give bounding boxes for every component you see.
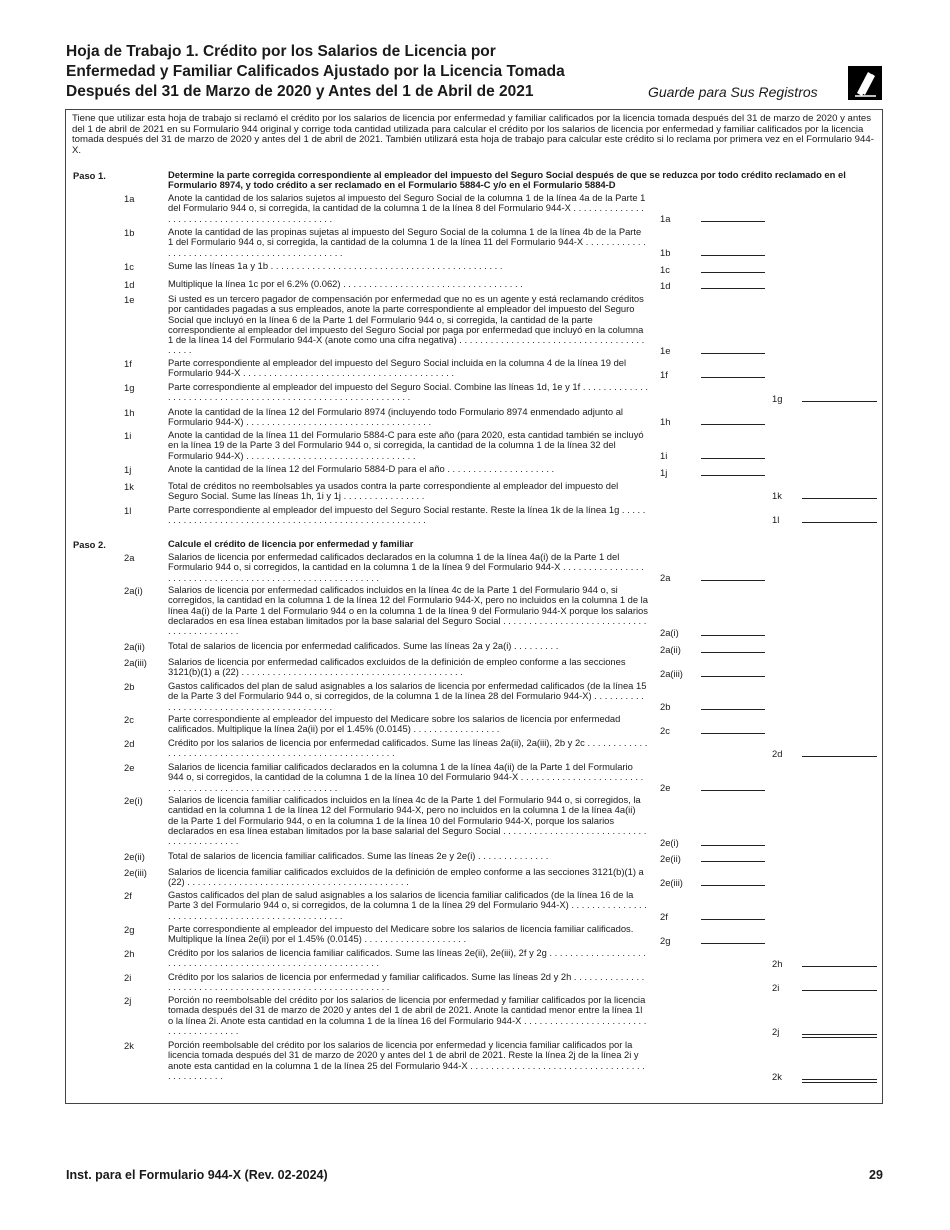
amount-field-2f[interactable] bbox=[701, 919, 765, 920]
line-text-1h: Anote la cantidad de la línea 12 del Formulario 8974 (incluyendo todo Formulario 8974 enmendado adjunto al Formulario 944-X) . . . . . . . . . . . . . . . . . . . . . . . . . . . . . . . . . . . . bbox=[168, 406, 623, 428]
amount-field-2ai[interactable] bbox=[701, 635, 765, 636]
step2-label: Paso 2. bbox=[73, 539, 106, 550]
line-number-1l: 1l bbox=[124, 505, 132, 516]
line-number-2aii: 2a(ii) bbox=[124, 641, 145, 652]
step1-heading: Determine la parte corregida correspondiente al empleador del impuesto del Seguro Social después de que se reduzca por todo crédito reclamado en el Formulario 8974, y todo crédito a ser reclamado en el Formulario 5884-C y/o en el Formulario 5884-D bbox=[168, 169, 846, 191]
line-number-2ei: 2e(i) bbox=[124, 795, 143, 806]
amount-field-2eiii[interactable] bbox=[701, 885, 765, 886]
line-number-1c: 1c bbox=[124, 261, 134, 272]
amount-field-2h[interactable] bbox=[802, 966, 877, 967]
line-number-2aiii: 2a(iii) bbox=[124, 657, 147, 668]
line-text-1f: Parte correspondiente al empleador del impuesto del Seguro Social incluida en la columna 4 de la línea 19 del Formulario 944-X . . . . . . . . . . . . . . . . . . . . . . . . . . . . . . . . . . . . . . . . . bbox=[168, 357, 627, 379]
line-ref-1l: 1l bbox=[772, 514, 780, 525]
line-ref-1e: 1e bbox=[660, 345, 671, 356]
line-number-1d: 1d bbox=[124, 279, 135, 290]
line-number-2c: 2c bbox=[124, 714, 134, 725]
amount-field-2aii[interactable] bbox=[701, 652, 765, 653]
line-ref-1a: 1a bbox=[660, 213, 671, 224]
keep-records-note: Guarde para Sus Registros bbox=[648, 84, 818, 100]
line-text-2d: Crédito por los salarios de licencia por enfermedad calificados. Sume las líneas 2a(ii), 2a(iii), 2b y 2c . . . . . . . . . . . . . . . . . . . . . . . . . . . . . . . . . . . . . . . . . . . . . . . . . . . . . . . . bbox=[168, 737, 648, 759]
line-number-1h: 1h bbox=[124, 407, 135, 418]
amount-field-2eii[interactable] bbox=[701, 861, 765, 862]
amount-field-2g[interactable] bbox=[701, 943, 765, 944]
line-text-1e: Si usted es un tercero pagador de compensación por enfermedad que no es un agente y está reclamando créditos por cantidades pagadas a sus empleados, anote la parte correspondiente al empleador del impuesto del Seguro Social que incluyó en la línea 6 de la Parte 1 del Formulario 944 o, si corregida, la cantidad de la parte correspondiente al empleador del impuesto del Seguro Social por paga por enfermedad que incluyó en la columna 1 de la línea 14 del Formulario 944-X (anote como una cifra negativa) . . . . . . . . . . . . . . . . . . . . . . . . . . . . . . . . . . . . . . . . . bbox=[168, 293, 645, 356]
line-text-1k: Total de créditos no reembolsables ya usados contra la parte correspondiente al empleador del impuesto del Seguro Social. Sume las líneas 1h, 1i y 1j . . . . . . . . . . . . . . . . bbox=[168, 480, 619, 502]
line-number-1j: 1j bbox=[124, 464, 132, 475]
amount-field-2b[interactable] bbox=[701, 709, 765, 710]
page-number: 29 bbox=[869, 1168, 883, 1182]
amount-field-2ei[interactable] bbox=[701, 845, 765, 846]
line-ref-1d: 1d bbox=[660, 280, 671, 291]
amount-field-1d[interactable] bbox=[701, 288, 765, 289]
line-number-1e: 1e bbox=[124, 294, 135, 305]
title-line-1: Hoja de Trabajo 1. Crédito por los Salarios de Licencia por bbox=[66, 43, 496, 60]
line-number-2h: 2h bbox=[124, 948, 135, 959]
line-ref-1f: 1f bbox=[660, 369, 668, 380]
amount-field-1l[interactable] bbox=[802, 522, 877, 523]
amount-field-2j[interactable] bbox=[802, 1034, 877, 1038]
line-ref-2j: 2j bbox=[772, 1026, 780, 1037]
line-number-1g: 1g bbox=[124, 382, 135, 393]
amount-field-2a[interactable] bbox=[701, 580, 765, 581]
line-text-2eiii: Salarios de licencia familiar calificados excluidos de la definición de empleo conforme a las secciones 3121(b)(1) a (22) . . . . . . . . . . . . . . . . . . . . . . . . . . . . . . . . . . . . . . . . . . . bbox=[168, 866, 644, 888]
line-text-2e: Salarios de licencia familiar calificados declarados en la columna 1 de la línea 4a(ii) de la Parte 1 del Formulario 944 o, si corregidos, la cantidad de la columna 1 de la línea 10 del Formulario 944-X . . . . . . . . . . . . . . . . . . . . . . . . . . . . . . . . . . . . . . . . . . . . . . . . . . . . . . . . . bbox=[168, 761, 644, 793]
line-ref-1k: 1k bbox=[772, 490, 782, 501]
line-text-1b: Anote la cantidad de las propinas sujetas al impuesto del Seguro Social de la columna 1 de la línea 4b de la Parte 1 del Formulario 944 o, si corregida, la cantidad de la columna 1 de la línea 11 del Formulario 944-X . . . . . . . . . . . . . . . . . . . . . . . . . . . . . . . . . . . . . . . . . . . . . . bbox=[168, 226, 646, 258]
amount-field-1h[interactable] bbox=[701, 424, 765, 425]
line-ref-2a: 2a bbox=[660, 572, 671, 583]
line-ref-2k: 2k bbox=[772, 1071, 782, 1082]
line-ref-2ei: 2e(i) bbox=[660, 837, 679, 848]
line-text-2f: Gastos calificados del plan de salud asignables a los salarios de licencia familiar calificados (de la línea 16 de la Parte 3 del Formulario 944 o, si corregidos, de la columna 1 de la línea 29 del Formulario 944-X) . . . . . . . . . . . . . . . . . . . . . . . . . . . . . . . . . . . . . . . . . . . . . . . . . bbox=[168, 889, 647, 921]
line-text-1i: Anote la cantidad de la línea 11 del Formulario 5884-C para este año (para 2020, esta cantidad también se incluyó en la línea 19 de la Parte 3 del Formulario 944 o, si corregida, la cantidad de la columna 1 de la línea 32 del Formulario 944-X) . . . . . . . . . . . . . . . . . . . . . . . . . . . . . . . . . bbox=[168, 429, 644, 461]
line-number-1f: 1f bbox=[124, 358, 132, 369]
line-text-2i: Crédito por los salarios de licencia por enfermedad y familiar calificados. Sume las líneas 2d y 2h . . . . . . . . . . . . . . . . . . . . . . . . . . . . . . . . . . . . . . . . . . . . . . . . . . . . . . . . . bbox=[168, 971, 645, 993]
line-text-2aiii: Salarios de licencia por enfermedad calificados excluidos de la definición de empleo conforme a las secciones 3121(b)(1) a (22) . . . . . . . . . . . . . . . . . . . . . . . . . . . . . . . . . . . . . . . . . . . bbox=[168, 656, 626, 678]
amount-field-2aiii[interactable] bbox=[701, 676, 765, 677]
amount-field-1j[interactable] bbox=[701, 475, 765, 476]
amount-field-1a[interactable] bbox=[701, 221, 765, 222]
intro-paragraph: Tiene que utilizar esta hoja de trabajo si reclamó el crédito por los salarios de licencia por enfermedad y familiar calificados por la licencia tomada después del 31 de marzo de 2020 y antes del 1 de abril de 2021 en su Formulario 944 original y corrige toda cantidad utilizada para calcular el crédito por los salarios de licencia por enfermedad y familiar calificados por la licencia tomada después del 31 de marzo de 2020 y antes del 1 de abril de 2021. También utilizará esta hoja de trabajo para calcular este crédito si lo reclama por primera vez en el Formulario 944-X. bbox=[72, 113, 874, 156]
amount-field-2i[interactable] bbox=[802, 990, 877, 991]
pen-document-icon bbox=[848, 66, 882, 100]
line-text-2ei: Salarios de licencia familiar calificados incluidos en la línea 4c de la Parte 1 del Formulario 944 o, si corregidos, la cantidad en la columna 1 de la línea 12 del Formulario 944-X, pero no incluidos en la columna 1 de la línea 4a(ii) de la Parte 1 del Formulario 944, o en la columna 1 de la línea 10 del Formulario 944-X, porque los salarios declarados en esa línea estaban limitados por la base salarial del Seguro Social . . . . . . . . . . . . . . . . . . . . . . . . . . . . . . . . . . . . . . . . . . bbox=[168, 794, 647, 847]
line-ref-1c: 1c bbox=[660, 264, 670, 275]
line-number-1i: 1i bbox=[124, 430, 132, 441]
line-text-2a: Salarios de licencia por enfermedad calificados declarados en la columna 1 de la línea 4a(i) de la Parte 1 del Formulario 944 o, si corregidos, la cantidad en la columna 1 de la línea 9 del Formulario 944-X . . . . . . . . . . . . . . . . . . . . . . . . . . . . . . . . . . . . . . . . . . . . . . . . . . . . . . . . . bbox=[168, 551, 644, 583]
line-text-1c: Sume las líneas 1a y 1b . . . . . . . . . . . . . . . . . . . . . . . . . . . . . . . . . . . . . . . . . . . . . bbox=[168, 260, 503, 271]
line-ref-1j: 1j bbox=[660, 467, 668, 478]
line-ref-2i: 2i bbox=[772, 982, 780, 993]
line-text-2h: Crédito por los salarios de licencia familiar calificados. Sume las líneas 2e(ii), 2e(iii), 2f y 2g . . . . . . . . . . . . . . . . . . . . . . . . . . . . . . . . . . . . . . . . . . . . . . . . . . . . . . . . . . . . bbox=[168, 947, 646, 969]
amount-field-2e[interactable] bbox=[701, 790, 765, 791]
line-ref-2aiii: 2a(iii) bbox=[660, 668, 683, 679]
step1-label: Paso 1. bbox=[73, 170, 106, 181]
amount-field-1i[interactable] bbox=[701, 458, 765, 459]
amount-field-1k[interactable] bbox=[802, 498, 877, 499]
amount-field-1b[interactable] bbox=[701, 255, 765, 256]
line-number-2g: 2g bbox=[124, 924, 135, 935]
line-number-2ai: 2a(i) bbox=[124, 585, 143, 596]
amount-field-1g[interactable] bbox=[802, 401, 877, 402]
line-ref-1g: 1g bbox=[772, 393, 783, 404]
line-number-2eii: 2e(ii) bbox=[124, 851, 145, 862]
line-text-2b: Gastos calificados del plan de salud asignables a los salarios de licencia por enfermedad calificados (de la línea 15 de la Parte 3 del Formulario 944 o, si corregidos, de la columna 1 de la línea 28 del Formulario 944-X) . . . . . . . . . . . . . . . . . . . . . . . . . . . . . . . . . . . . . . . . . . bbox=[168, 680, 647, 712]
line-number-2k: 2k bbox=[124, 1040, 134, 1051]
line-number-2a: 2a bbox=[124, 552, 135, 563]
line-number-2f: 2f bbox=[124, 890, 132, 901]
line-number-1a: 1a bbox=[124, 193, 135, 204]
line-number-1k: 1k bbox=[124, 481, 134, 492]
line-ref-2f: 2f bbox=[660, 911, 668, 922]
line-text-1g: Parte correspondiente al empleador del impuesto del Seguro Social. Combine las líneas 1d, 1e y 1f . . . . . . . . . . . . . . . . . . . . . . . . . . . . . . . . . . . . . . . . . . . . . . . . . . . . . . . . . . . . bbox=[168, 381, 648, 403]
line-text-2eii: Total de salarios de licencia familiar calificados. Sume las líneas 2e y 2e(i) . . . . . . . . . . . . . . bbox=[168, 850, 549, 861]
line-number-2j: 2j bbox=[124, 995, 132, 1006]
worksheet-title bbox=[66, 42, 626, 102]
line-ref-2g: 2g bbox=[660, 935, 671, 946]
amount-field-1e[interactable] bbox=[701, 353, 765, 354]
line-text-1l: Parte correspondiente al empleador del impuesto del Seguro Social restante. Reste la línea 1k de la línea 1g . . . . . . . . . . . . . . . . . . . . . . . . . . . . . . . . . . . . . . . . . . . . . . . . . . . . . . . bbox=[168, 504, 646, 526]
line-ref-2h: 2h bbox=[772, 958, 783, 969]
line-text-2k: Porción reembolsable del crédito por los salarios de licencia por enfermedad y licencia familiar calificados por la licencia tomada después del 31 de marzo de 2020 y antes del 1 de abril de 2021. Reste la línea 2j de la línea 2i y anote esta cantidad en la columna 1 de la línea 25 del Formulario 944-X . . . . . . . . . . . . . . . . . . . . . . . . . . . . . . . . . . . . . . . . . . . . . bbox=[168, 1039, 645, 1081]
line-ref-1i: 1i bbox=[660, 450, 668, 461]
line-text-1d: Multiplique la línea 1c por el 6.2% (0.062) . . . . . . . . . . . . . . . . . . . . . . . . . . . . . . . . . . . bbox=[168, 278, 523, 289]
line-text-1a: Anote la cantidad de los salarios sujetos al impuesto del Seguro Social de la columna 1 de la línea 4a de la Parte 1 del Formulario 944 o, si corregida, la cantidad de la columna 1 de la línea 8 del Formulario 944-X . . . . . . . . . . . . . . . . . . . . . . . . . . . . . . . . . . . . . . . . . . . . . . bbox=[168, 192, 646, 224]
amount-field-1c[interactable] bbox=[701, 272, 765, 273]
line-text-2aii: Total de salarios de licencia por enfermedad calificados. Sume las líneas 2a y 2a(i) . . . . . . . . . bbox=[168, 640, 559, 651]
amount-field-2k[interactable] bbox=[802, 1079, 877, 1083]
amount-field-2c[interactable] bbox=[701, 733, 765, 734]
title-line-2: Enfermedad y Familiar Calificados Ajustado por la Licencia Tomada bbox=[66, 63, 565, 80]
line-ref-2d: 2d bbox=[772, 748, 783, 759]
line-ref-2eiii: 2e(iii) bbox=[660, 877, 683, 888]
line-number-2d: 2d bbox=[124, 738, 135, 749]
line-text-2ai: Salarios de licencia por enfermedad calificados incluidos en la línea 4c de la Parte 1 del Formulario 944 o, si corregidos, la cantidad en la columna 1 de la línea 12 del Formulario 944-X, pero no incluidos en la columna 1 de la línea 4a(i) de la Parte 1 del Formulario 944 o en la columna 1 de la línea 9 del Formulario 944-X porque los salarios declarados en esa línea estaban limitados por la base salarial del Seguro Social . . . . . . . . . . . . . . . . . . . . . . . . . . . . . . . . . . . . . . . . . . bbox=[168, 584, 648, 637]
line-text-2c: Parte correspondiente al empleador del impuesto del Medicare sobre los salarios de licencia por enfermedad calificados. Multiplique la línea 2a(ii) por el 1.45% (0.0145) . . . . . . . . . . . . . . . . . bbox=[168, 713, 621, 735]
line-number-2eiii: 2e(iii) bbox=[124, 867, 147, 878]
step2-heading: Calcule el crédito de licencia por enfermedad y familiar bbox=[168, 538, 414, 549]
line-ref-2aii: 2a(ii) bbox=[660, 644, 681, 655]
title-line-3: Después del 31 de Marzo de 2020 y Antes del 1 de Abril de 2021 bbox=[66, 83, 534, 100]
line-ref-2eii: 2e(ii) bbox=[660, 853, 681, 864]
line-text-1j: Anote la cantidad de la línea 12 del Formulario 5884-D para el año . . . . . . . . . . . . . . . . . . . . . bbox=[168, 463, 555, 474]
line-ref-2b: 2b bbox=[660, 701, 671, 712]
line-number-1b: 1b bbox=[124, 227, 135, 238]
line-ref-1b: 1b bbox=[660, 247, 671, 258]
line-number-2b: 2b bbox=[124, 681, 135, 692]
line-ref-2e: 2e bbox=[660, 782, 671, 793]
line-ref-2c: 2c bbox=[660, 725, 670, 736]
line-number-2e: 2e bbox=[124, 762, 135, 773]
line-number-2i: 2i bbox=[124, 972, 132, 983]
amount-field-2d[interactable] bbox=[802, 756, 877, 757]
amount-field-1f[interactable] bbox=[701, 377, 765, 378]
line-text-2g: Parte correspondiente al empleador del impuesto del Medicare sobre los salarios de licencia familiar calificados. Multiplique la línea 2e(ii) por el 1.45% (0.0145) . . . . . . . . . . . . . . . . . . . . bbox=[168, 923, 634, 945]
line-ref-1h: 1h bbox=[660, 416, 671, 427]
line-ref-2ai: 2a(i) bbox=[660, 627, 679, 638]
line-text-2j: Porción no reembolsable del crédito por los salarios de licencia por enfermedad y familiar calificados por la licencia tomada después del 31 de marzo de 2020 y antes del 1 de abril de 2021. Anote la cantidad menor entre la línea 1l o la línea 2i. Anote esta cantidad en la columna 1 de la línea 16 del Formulario 944-X . . . . . . . . . . . . . . . . . . . . . . . . . . . . . . . . . . . . . . bbox=[168, 994, 647, 1036]
footer-form-name: Inst. para el Formulario 944-X (Rev. 02-2024) bbox=[66, 1168, 328, 1182]
